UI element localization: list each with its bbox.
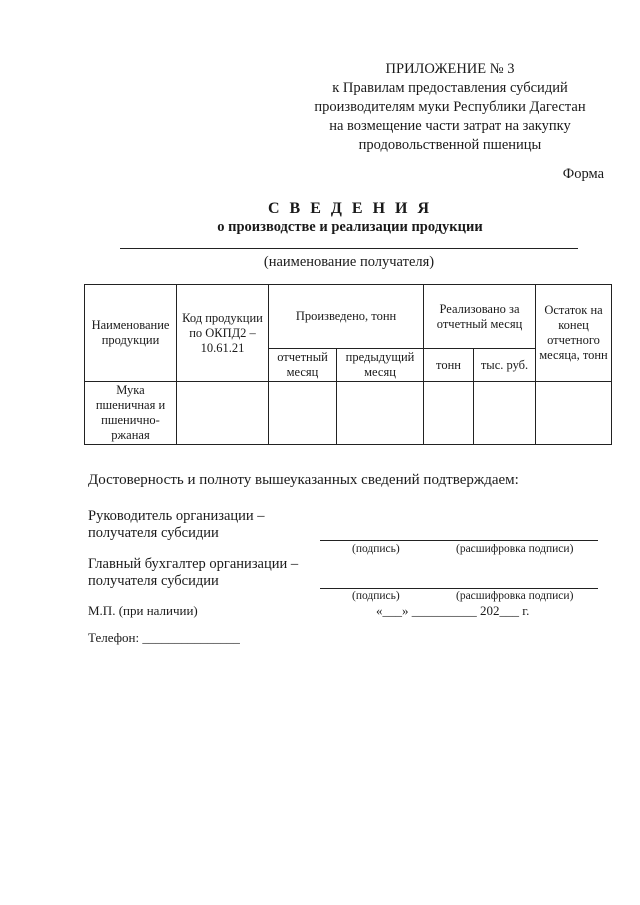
header-sold-rub: тыс. руб. <box>474 349 536 382</box>
header-produced: Произведено, тонн <box>269 285 424 349</box>
recipient-name-line[interactable] <box>120 248 578 249</box>
confirmation-text: Достоверность и полноту вышеуказанных сведений подтверждаем: <box>88 472 519 488</box>
document-title: С В Е Д Е Н И Я <box>267 200 433 217</box>
phone-field[interactable]: Телефон: _______________ <box>88 630 240 645</box>
accountant-signature-line[interactable] <box>320 588 598 589</box>
cell-sold-rub[interactable] <box>474 382 536 445</box>
accountant-label-line1: Главный бухгалтер организации – <box>88 556 299 572</box>
annex-line: на возмещение части затрат на закупку <box>329 118 571 134</box>
header-produced-previous-month: предыдущий месяц <box>337 349 424 382</box>
header-produced-current-month: отчетный месяц <box>269 349 337 382</box>
recipient-name-caption: (наименование получателя) <box>263 254 435 270</box>
header-sold-tons: тонн <box>424 349 474 382</box>
annex-header <box>300 60 600 155</box>
cell-product-code[interactable] <box>177 382 269 445</box>
cell-produced-previous[interactable] <box>337 382 424 445</box>
cell-product-name: Мука пшеничная и пшенично-ржаная <box>85 382 177 445</box>
head-label-line1: Руководитель организации – <box>88 508 265 524</box>
cell-sold-tons[interactable] <box>424 382 474 445</box>
annex-line: продовольственной пшеницы <box>358 137 542 153</box>
stamp-place-label: М.П. (при наличии) <box>88 603 198 618</box>
table-row <box>85 382 612 445</box>
cell-produced-current[interactable] <box>269 382 337 445</box>
accountant-signature-caption: (подпись) <box>352 590 400 602</box>
production-table <box>84 284 612 445</box>
header-remainder: Остаток на конец отчетного месяца, тонн <box>536 285 612 382</box>
form-label: Форма <box>562 166 604 182</box>
head-label-line2: получателя субсидии <box>88 525 219 541</box>
head-decoding-caption: (расшифровка подписи) <box>456 543 574 555</box>
document-subtitle: о производстве и реализации продукции <box>217 219 483 235</box>
header-product-name: Наименование продукции <box>85 285 177 382</box>
head-signature-caption: (подпись) <box>352 543 400 555</box>
annex-number: ПРИЛОЖЕНИЕ № 3 <box>385 61 515 77</box>
accountant-label-line2: получателя субсидии <box>88 573 219 589</box>
header-product-code: Код продукции по ОКПД2 – 10.61.21 <box>177 285 269 382</box>
cell-remainder[interactable] <box>536 382 612 445</box>
accountant-signature-label <box>88 556 298 590</box>
head-signature-label <box>88 508 265 542</box>
accountant-decoding-caption: (расшифровка подписи) <box>456 590 574 602</box>
annex-line: к Правилам предоставления субсидий <box>332 80 568 96</box>
header-sold: Реализовано за отчетный месяц <box>424 285 536 349</box>
annex-line: производителям муки Республики Дагестан <box>314 99 586 115</box>
date-field[interactable]: «___» __________ 202___ г. <box>376 603 530 618</box>
head-signature-line[interactable] <box>320 540 598 541</box>
